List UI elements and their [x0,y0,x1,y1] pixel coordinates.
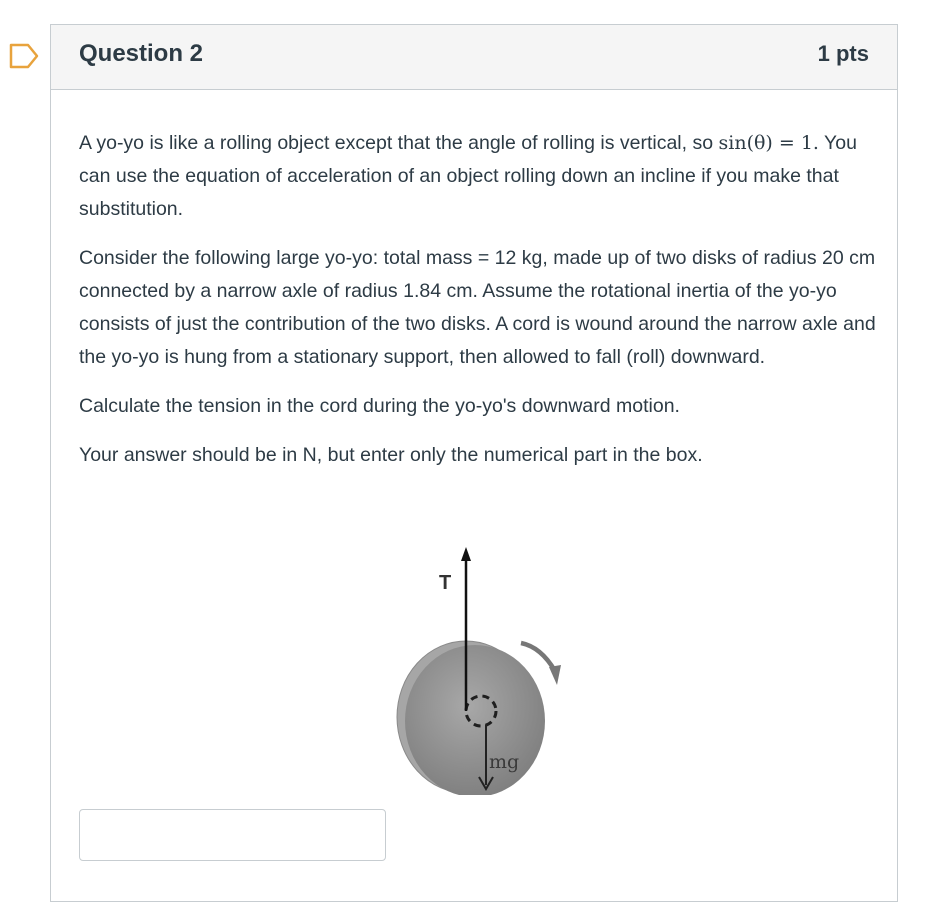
question-card [50,24,898,902]
question-points: 1 pts [817,41,869,66]
question-paragraph-1 [79,127,879,226]
question-paragraph-2: Consider the following large yo-yo: total mass = 12 kg, made up of two disks of radius 20 cm connected by a narrow axle of radius 1.84 cm. Assume the rotational inertia of the yo-yo consists of just the contribution of the two disks. A cord is wound around the narrow axle and the yo-yo is hung from a stationary support, then allowed to fall (roll) downward. [79,247,876,368]
sin-theta-equation: sin(θ) = 1. [718,132,819,154]
rotation-arrowhead [549,665,561,685]
question-header [51,25,897,90]
bookmark-flag-icon[interactable] [8,42,40,70]
tension-label: T [439,572,452,594]
yoyo-diagram [393,535,563,795]
yoyo-front-disk [405,645,545,795]
rotation-arrow-icon [521,643,555,671]
question-paragraph-4: Your answer should be in N, but enter only the numerical part in the box. [79,444,703,466]
answer-input[interactable] [79,809,386,861]
question-paragraph-3: Calculate the tension in the cord during the yo-yo's downward motion. [79,395,680,417]
question-title: Question 2 [79,40,204,67]
paragraph-1-text-b: You can use the equation of acceleration of an object rolling down an incline if you make that substitution. [79,132,857,220]
tension-arrow-icon [461,547,471,561]
question-text [79,127,879,488]
weight-label: mg [489,751,520,773]
paragraph-1-text-a: A yo-yo is like a rolling object except that the angle of rolling is vertical, so [79,132,714,154]
